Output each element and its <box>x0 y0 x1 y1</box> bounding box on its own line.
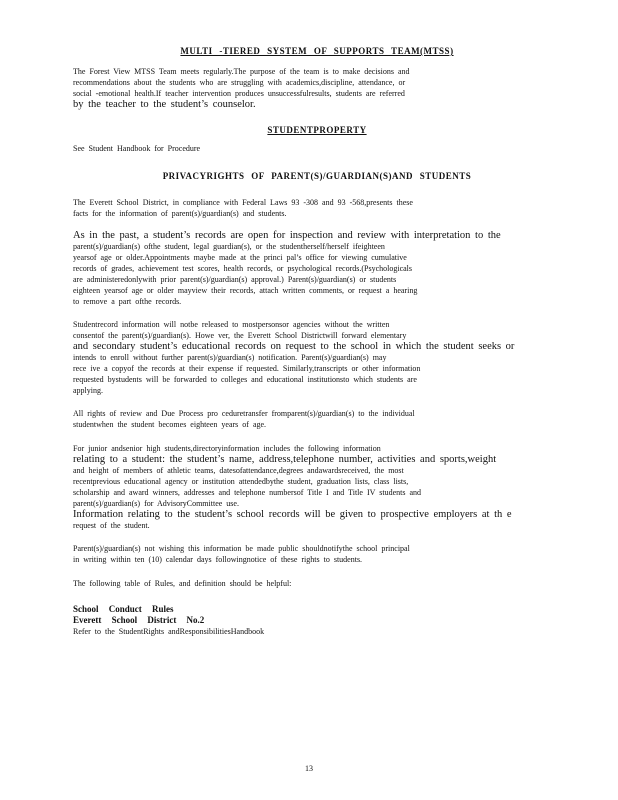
release-paragraph-line: and secondary student’s educational records on request to the school in which the student seeks or <box>73 341 515 352</box>
release-paragraph-line: consentof the parent(s)/guardian(s). Howe ver, the Everett School Districtwill forward elementary <box>73 331 407 340</box>
directory-info-line: relating to a student: the student’s name, address,telephone number, activities and sports,weight <box>73 454 497 465</box>
opt-out-line: Parent(s)/guardian(s) not wishing this information be made public shouldnotifythe school principal <box>73 544 410 553</box>
release-paragraph-line: rece ive a copyof the records at their expense if requested. Similarly,transcripts or other information <box>73 364 421 373</box>
records-paragraph-line: records of grades, achievement test scores, health records, or psychological records.(Psychologicals <box>73 264 412 273</box>
student-property-heading: STUDENTPROPERTY <box>267 125 367 135</box>
directory-info-line: and height of members of athletic teams, datesofattendance,degrees andawardsreceived, the most <box>73 466 404 475</box>
directory-info-line: request of the student. <box>73 521 150 530</box>
directory-info-line: recentprevious educational agency or institution attendedbythe student, graduation lists, class lists, <box>73 477 409 486</box>
records-paragraph-line: eighteen yearsof age or older mayview their records, attach written comments, or request a hearing <box>73 286 418 295</box>
records-paragraph-line: to remove a part ofthe records. <box>73 297 182 306</box>
student-property-text: See Student Handbook for Procedure <box>73 144 201 153</box>
due-process-line: studentwhen the student becomes eighteen years of age. <box>73 420 267 429</box>
due-process-line: All rights of review and Due Process pro ceduretransfer fromparent(s)/guardian(s) to the individual <box>73 409 415 418</box>
release-paragraph-line: intends to enroll without further parent(s)/guardian(s) notification. Parent(s)/guardian(s) may <box>73 353 387 362</box>
release-paragraph-line: requested bystudents will be forwarded to colleges and educational institutionsto which students are <box>73 375 417 384</box>
mtss-line: The Forest View MTSS Team meets regularly.The purpose of the team is to make decisions and <box>73 67 410 76</box>
directory-info-line: Information relating to the student’s school records will be given to prospective employers at th e <box>73 509 512 520</box>
release-paragraph-line: Studentrecord information will notbe released to mostpersonsor agencies without the written <box>73 320 390 329</box>
conduct-rules-title: School Conduct Rules <box>73 604 174 614</box>
district-name: Everett School District No.2 <box>73 615 205 625</box>
privacy-rights-heading: PRIVACYRIGHTS OF PARENT(S)/GUARDIAN(S)AND STUDENTS <box>162 171 472 181</box>
records-paragraph-line: parent(s)/guardian(s) ofthe student, legal guardian(s), or the studentherself/herself ifeighteen <box>73 242 385 251</box>
release-paragraph-line: applying. <box>73 386 103 395</box>
records-paragraph-line: As in the past, a student’s records are open for inspection and review with interpretation to the <box>73 230 501 241</box>
privacy-paragraph-line: facts for the information of parent(s)/guardian(s) and students. <box>73 209 287 218</box>
mtss-heading: MULTI -TIERED SYSTEM OF SUPPORTS TEAM(MTSS) <box>180 46 454 56</box>
handbook-reference: Refer to the StudentRights andResponsibilitiesHandbook <box>73 627 265 636</box>
directory-info-line: scholarship and award winners, addresses and telephone numbersof Title I and Title IV students and <box>73 488 422 497</box>
rules-intro-line: The following table of Rules, and definition should be helpful: <box>73 579 292 588</box>
document-page <box>73 42 561 637</box>
directory-info-line: For junior andsenior high students,directoryinformation includes the following information <box>73 444 381 453</box>
mtss-line: social -emotional health.If teacher intervention produces unsuccessfulresults, students are referred <box>73 89 405 98</box>
page-number: 13 <box>305 764 313 773</box>
records-paragraph-line: are administeredonlywith prior parent(s)/guardian(s) approval.) Parent(s)/guardian(s) or students <box>73 275 397 284</box>
mtss-line: recommendations about the students who are struggling with academics,discipline, attendance, or <box>73 78 406 87</box>
privacy-paragraph-line: The Everett School District, in compliance with Federal Laws 93 -308 and 93 -568,presents these <box>73 198 413 207</box>
directory-info-line: parent(s)/guardian(s) for AdvisoryCommittee use. <box>73 499 239 508</box>
opt-out-line: in writing within ten (10) calendar days followingnotice of these rights to students. <box>73 555 363 564</box>
records-paragraph-line: yearsof age or older.Appointments maybe made at the princi pal’s office for viewing cumulative <box>73 253 407 262</box>
mtss-line: by the teacher to the student’s counselor. <box>73 99 256 110</box>
